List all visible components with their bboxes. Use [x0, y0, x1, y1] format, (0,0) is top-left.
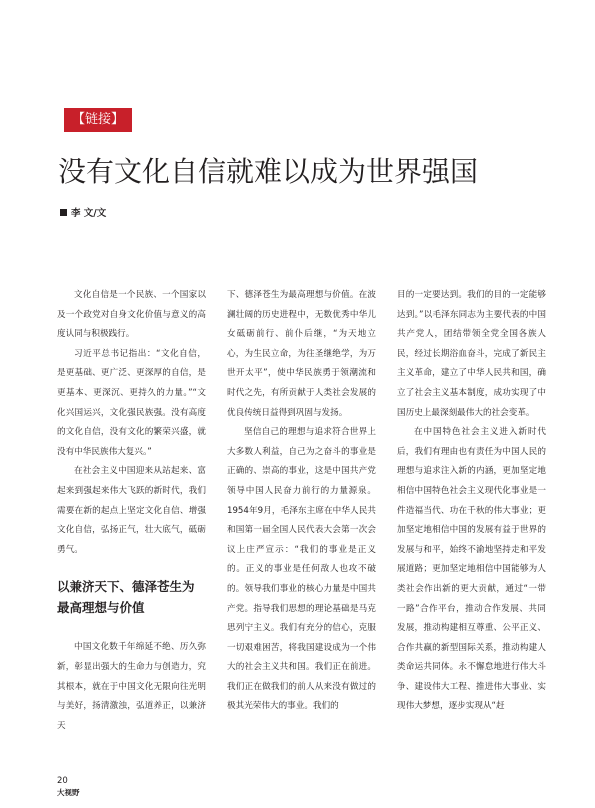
- section-tag: 【链接】: [64, 108, 132, 132]
- article-title: 没有文化自信就难以成为世界强国: [58, 155, 479, 188]
- page-number: 20: [57, 776, 68, 786]
- paragraph: 在中国特色社会主义进入新时代后，我们有理由也有责任为中国人民的理想与追求注入新的内涵，更加坚定地相信中国特色社会主义现代化事业是一件造福当代、功在千秋的伟大事业；更加坚定地相信中国的发展有益于世界的发展与和平，始终不渝地坚持走和平发展道路；更加坚定地相信中国能够为人类社会作出新的更大贡献，通过“一带一路”合作平台，推动合作发展、共同发展，推动构建相互尊重、公平正义、合作共赢的新型国际关系，推动构建人类命运共同体。永不懈怠地进行伟大斗争、建设伟大工程、推进伟大事业、实现伟大梦想，逐步实现从“赶: [397, 427, 546, 712]
- bullet-square-icon: [60, 209, 67, 216]
- paragraph: 在社会主义中国迎来从站起来、富起来到强起来伟大飞跃的新时代，我们需要在新的起点上坚定文化自信、增强文化自信，弘扬正气，壮大底气，砥砺勇气。: [57, 466, 206, 555]
- paragraph: 目的一定要达到。我们的目的一定能够达到。”以毛泽东同志为主要代表的中国共产党人，团结带领全党全国各族人民，经过长期浴血奋斗，完成了新民主主义革命，建立了中华人民共和国，确立了社会主义基本制度，成功实现了中国历史上最深刻最伟大的社会变革。: [397, 290, 546, 418]
- paragraph: 中国文化数千年绵延不绝、历久弥新，彰显出强大的生命力与创造力，究其根本，就在于中国文化无限向往光明与美好，扬清激浊，弘道养正，以兼济天: [57, 642, 206, 731]
- paragraph: 习近平总书记指出：“文化自信，是更基础、更广泛、更深厚的自信，是更基本、更深沉、更持久的力量。”“文化兴国运兴，文化强民族强。没有高度的文化自信，没有文化的繁荣兴盛，就没有中华民族伟大复兴。”: [57, 348, 206, 457]
- paragraph: 文化自信是一个民族、一个国家以及一个政党对自身文化价值与意义的高度认同与积极践行。: [57, 290, 206, 340]
- publication-logo: 大视野: [57, 788, 80, 797]
- paragraph: 下、德泽苍生为最高理想与价值。在波澜壮阔的历史进程中，无数优秀中华儿女砥砺前行、前仆后继，“为天地立心，为生民立命，为往圣继绝学，为万世开太平”，使中华民族勇于领潮流和时代之先，有所贡献于人类社会发展的优良传统日益得到巩固与发扬。: [227, 290, 376, 418]
- author-name: 李 文/文: [71, 208, 107, 219]
- text-column-1: [57, 286, 206, 736]
- text-column-3: [397, 286, 546, 717]
- author-byline: [60, 205, 106, 219]
- section-subheading: 以兼济天下、德泽苍生为最高理想与价值: [57, 579, 195, 616]
- paragraph: 坚信自己的理想与追求符合世界上大多数人利益，自己为之奋斗的事业是正确的、崇高的事业，这是中国共产党领导中国人民奋力前行的力量源泉。1954年9月，毛泽东主席在中华人民共和国第一届全国人民代表大会第一次会议上庄严宣示：“我们的事业是正义的。正义的事业是任何敌人也攻不破的。领导我们事业的核心力量是中国共产党。指导我们思想的理论基础是马克思列宁主义。我们有充分的信心，克服一切艰难困苦，将我国建设成为一个伟大的社会主义共和国。我们正在前进。我们正在做我们的前人从来没有做过的极其光荣伟大的事业。我们的: [227, 427, 376, 712]
- text-column-2: [227, 286, 376, 717]
